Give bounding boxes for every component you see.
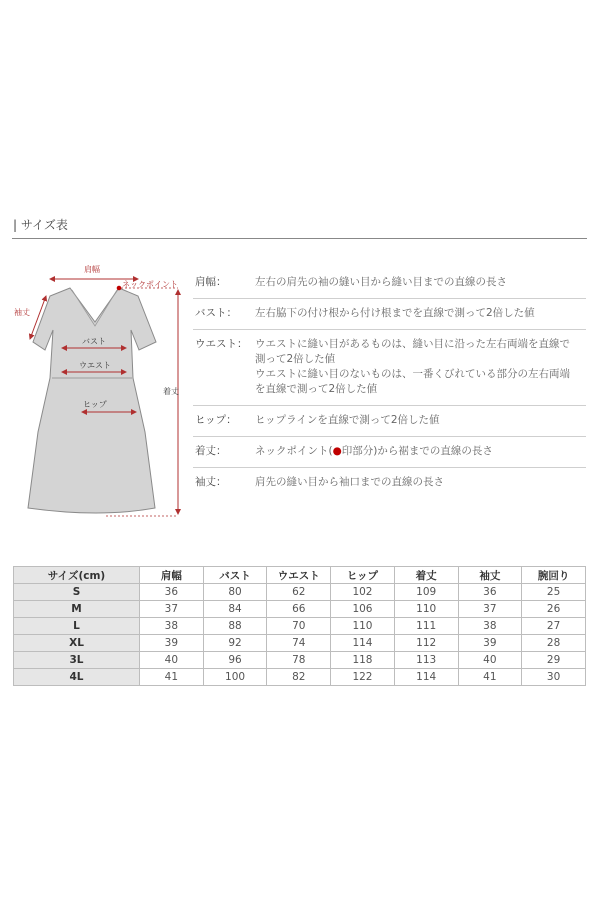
column-header: 肩幅 <box>140 567 204 584</box>
table-cell: 109 <box>394 584 458 601</box>
table-cell: 66 <box>267 601 331 618</box>
definition-length <box>193 437 586 468</box>
table-cell: 78 <box>267 652 331 669</box>
table-cell: 29 <box>522 652 586 669</box>
column-header: サイズ(cm) <box>14 567 140 584</box>
size-table <box>13 566 586 686</box>
table-cell: 111 <box>394 618 458 635</box>
table-cell: 38 <box>458 618 522 635</box>
table-cell: 26 <box>522 601 586 618</box>
table-cell: 113 <box>394 652 458 669</box>
table-cell: 100 <box>203 669 267 686</box>
definition-line: ウエストに縫い目のないものは、一番くびれている部分の左右両端 <box>255 368 570 380</box>
definition-term: ウエスト： <box>195 338 248 350</box>
table-cell: 106 <box>331 601 395 618</box>
table-cell: 41 <box>140 669 204 686</box>
table-cell: 92 <box>203 635 267 652</box>
bust-label: バスト <box>82 337 106 346</box>
column-header: 袖丈 <box>458 567 522 584</box>
definition-term: 肩幅： <box>195 276 227 288</box>
table-cell: 74 <box>267 635 331 652</box>
table-cell: 62 <box>267 584 331 601</box>
definition-shoulder <box>193 268 586 299</box>
measurement-definitions <box>193 268 586 498</box>
table-cell: 114 <box>331 635 395 652</box>
definition-waist <box>193 330 586 406</box>
title-divider <box>12 238 587 239</box>
table-cell: 110 <box>331 618 395 635</box>
table-cell: 96 <box>203 652 267 669</box>
definition-text-post: 印部分)から裾までの直線の長さ <box>341 445 493 457</box>
column-header: ヒップ <box>331 567 395 584</box>
table-cell: 114 <box>394 669 458 686</box>
column-header: 腕回り <box>522 567 586 584</box>
hip-label: ヒップ <box>83 400 107 409</box>
table-cell: 40 <box>140 652 204 669</box>
neckpoint-label: ネックポイント <box>122 280 178 289</box>
table-row <box>14 635 586 652</box>
table-cell: 110 <box>394 601 458 618</box>
table-row <box>14 669 586 686</box>
table-cell: 37 <box>140 601 204 618</box>
table-cell: 38 <box>140 618 204 635</box>
size-label: XL <box>14 635 140 652</box>
table-cell: 36 <box>458 584 522 601</box>
red-dot-icon: ● <box>332 445 342 457</box>
table-cell: 88 <box>203 618 267 635</box>
table-cell: 102 <box>331 584 395 601</box>
definition-text: 左右脇下の付け根から付け根までを直線で測って2倍した値 <box>255 307 535 319</box>
dress-diagram <box>0 250 200 530</box>
size-label: 4L <box>14 669 140 686</box>
definition-term: バスト： <box>195 307 237 319</box>
definition-hip <box>193 406 586 437</box>
table-cell: 28 <box>522 635 586 652</box>
table-header-row <box>14 567 586 584</box>
table-cell: 112 <box>394 635 458 652</box>
table-cell: 25 <box>522 584 586 601</box>
size-label: S <box>14 584 140 601</box>
size-label: L <box>14 618 140 635</box>
table-cell: 80 <box>203 584 267 601</box>
size-label: M <box>14 601 140 618</box>
table-row <box>14 652 586 669</box>
table-row <box>14 601 586 618</box>
table-cell: 36 <box>140 584 204 601</box>
table-cell: 39 <box>458 635 522 652</box>
column-header: ウエスト <box>267 567 331 584</box>
definition-text: ヒップラインを直線で測って2倍した値 <box>255 414 440 426</box>
table-cell: 30 <box>522 669 586 686</box>
definition-line: を直線で測って2倍した値 <box>255 383 378 395</box>
length-label: 着丈 <box>163 387 179 396</box>
table-cell: 37 <box>458 601 522 618</box>
definition-text: 肩先の縫い目から袖口までの直線の長さ <box>255 476 444 488</box>
table-cell: 118 <box>331 652 395 669</box>
table-cell: 27 <box>522 618 586 635</box>
definition-sleeve <box>193 468 586 498</box>
sleeve-label: 袖丈 <box>14 308 30 317</box>
definition-bust <box>193 299 586 330</box>
table-cell: 122 <box>331 669 395 686</box>
definition-text <box>255 337 586 397</box>
definition-text: 左右の肩先の袖の縫い目から縫い目までの直線の長さ <box>255 276 507 288</box>
definition-text-pre: ネックポイント( <box>255 445 333 457</box>
waist-label: ウエスト <box>79 361 111 370</box>
table-row <box>14 618 586 635</box>
table-cell: 39 <box>140 635 204 652</box>
definition-term: ヒップ： <box>195 414 237 426</box>
definition-line: ウエストに縫い目があるものは、縫い目に沿った左右両端を直線で <box>255 338 570 350</box>
neckpoint-dot <box>117 286 122 291</box>
definition-text <box>255 444 586 459</box>
definition-term: 袖丈： <box>195 476 227 488</box>
size-label: 3L <box>14 652 140 669</box>
column-header: バスト <box>203 567 267 584</box>
section-title: | サイズ表 <box>13 218 68 232</box>
table-cell: 41 <box>458 669 522 686</box>
table-cell: 84 <box>203 601 267 618</box>
table-cell: 70 <box>267 618 331 635</box>
column-header: 着丈 <box>394 567 458 584</box>
table-cell: 40 <box>458 652 522 669</box>
table-row <box>14 584 586 601</box>
shoulder-label: 肩幅 <box>84 265 100 274</box>
definition-term: 着丈： <box>195 445 227 457</box>
table-cell: 82 <box>267 669 331 686</box>
definition-line: 測って2倍した値 <box>255 353 336 365</box>
